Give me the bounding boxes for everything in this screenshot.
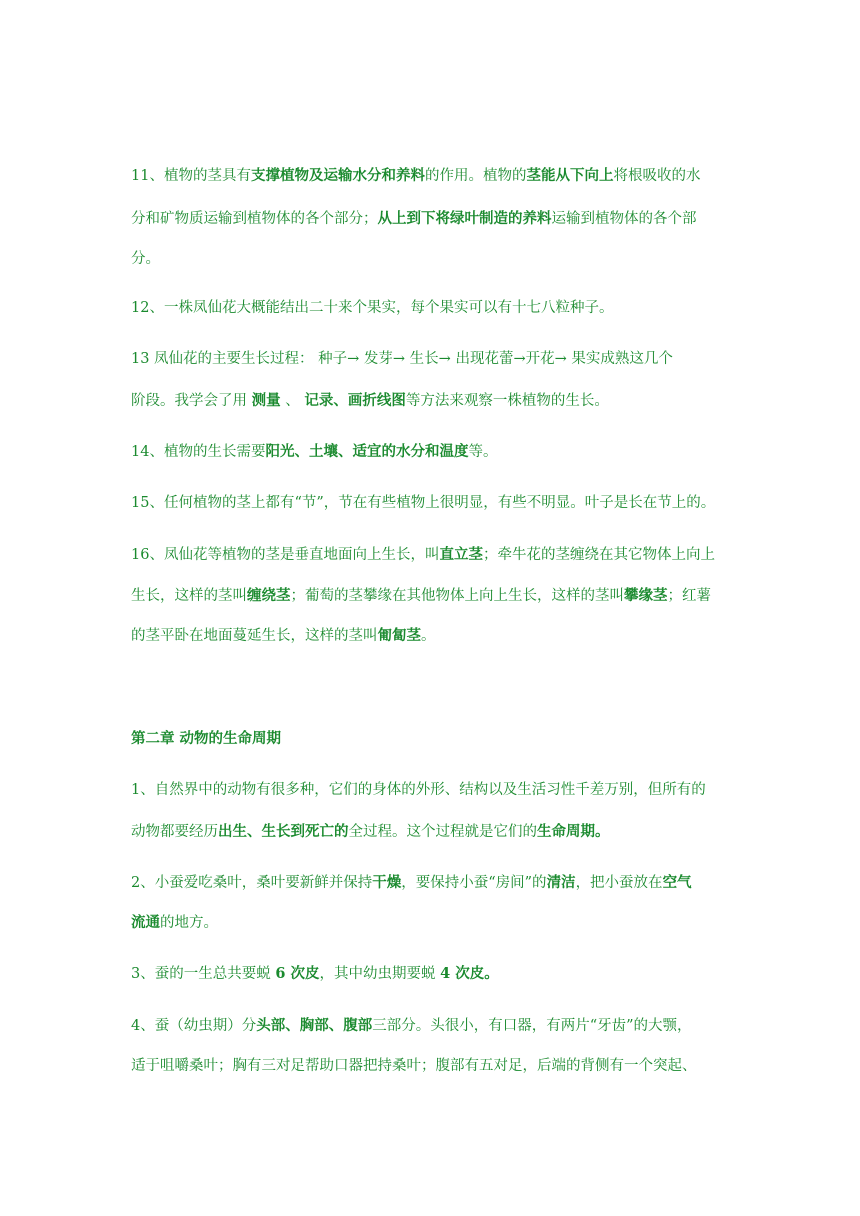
text-run: 1、自然界中的动物有很多种，它们的身体的外形、结构以及生活习性千差万别，但所有的 <box>131 782 706 798</box>
text-run: 适于咀嚼桑叶；胸有三对足帮助口器把持桑叶；腹部有五对足，后端的背侧有一个突起、 <box>131 1058 697 1074</box>
paragraph-line <box>131 780 741 800</box>
bold-text: 阳光、土壤、适宜的水分和温度 <box>265 443 469 460</box>
bold-text: 4 次皮。 <box>440 965 499 982</box>
paragraph-line <box>131 391 741 411</box>
text-run: 。 <box>421 628 436 644</box>
paragraph-line <box>131 545 741 565</box>
chapter-heading <box>131 729 741 749</box>
bold-text: 出生、生长到死亡的 <box>218 823 349 840</box>
text-run: 15、任何植物的茎上都有“节”，节在有些植物上很明显，有些不明显。叶子是长在节上的。 <box>131 495 716 511</box>
paragraph-line <box>131 249 741 269</box>
text-run: 全过程。这个过程就是它们的 <box>348 824 537 840</box>
bold-text: 支撑植物及运输水分和养料 <box>250 167 425 184</box>
text-run: ；红薯 <box>667 588 711 604</box>
text-run: 4、蚕（幼虫期）分 <box>131 1018 257 1034</box>
paragraph-line <box>131 586 741 606</box>
text-run: 分。 <box>131 251 160 267</box>
paragraph-line <box>131 822 741 842</box>
text-run: 2、小蚕爱吃桑叶，桑叶要新鲜并保持 <box>131 875 373 891</box>
bold-text: 缠绕茎 <box>247 587 291 604</box>
text-run: 动物都要经历 <box>131 824 218 840</box>
bold-text: 头部、胸部、腹部 <box>256 1017 373 1034</box>
bold-text: 生命周期。 <box>537 823 610 840</box>
paragraph-line <box>131 209 741 229</box>
paragraph-line <box>131 964 741 984</box>
text-run: 的地方。 <box>160 915 218 931</box>
bold-text: 第二章 动物的生命周期 <box>131 730 282 747</box>
paragraph-line <box>131 1016 741 1036</box>
text-run: 等。 <box>468 444 498 460</box>
text-run: 的茎平卧在地面蔓延生长，这样的茎叫 <box>131 628 378 644</box>
bold-text: 空气 <box>662 874 692 891</box>
paragraph-line <box>131 298 741 318</box>
paragraph-line <box>131 442 741 462</box>
text-run: 生长，这样的茎叫 <box>131 588 247 604</box>
text-run: 分和矿物质运输到植物体的各个部分； <box>131 211 378 227</box>
text-run: 三部分。头很小，有口器，有两片“牙齿”的大颚， <box>372 1018 692 1034</box>
text-run: ，其中幼虫期要蜕 <box>319 966 441 982</box>
bold-text: 流通 <box>131 914 160 931</box>
paragraph-line <box>131 1056 741 1076</box>
bold-text: 测量 <box>251 392 281 409</box>
bold-text: 茎能从下向上 <box>526 167 614 184</box>
text-run: 、 <box>280 393 305 409</box>
text-run: ；葡萄的茎攀缘在其他物体上向上生长，这样的茎叫 <box>290 588 624 604</box>
paragraph-line <box>131 493 741 513</box>
text-run: 等方法来观察一株植物的生长。 <box>405 393 609 409</box>
text-run: 12、一株凤仙花大概能结出二十来个果实，每个果实可以有十七八粒种子。 <box>131 300 614 316</box>
bold-text: 清洁 <box>546 874 576 891</box>
text-run: ，把小蚕放在 <box>575 875 663 891</box>
text-run: 13 凤仙花的主要生长过程： 种子→ 发芽→ 生长→ 出现花蕾→开花→ 果实成熟这几个 <box>131 351 673 367</box>
text-run: 14、植物的生长需要 <box>131 444 266 460</box>
bold-text: 6 次皮 <box>275 965 320 982</box>
text-run: 阶段。我学会了用 <box>131 393 252 409</box>
bold-text: 干燥 <box>372 874 402 891</box>
text-run: 16、凤仙花等植物的茎是垂直地面向上生长，叫 <box>131 547 440 563</box>
paragraph-line <box>131 349 741 369</box>
paragraph-line <box>131 166 741 186</box>
bold-text: 记录、画折线图 <box>304 392 406 409</box>
bold-text: 直立茎 <box>439 546 483 563</box>
paragraph-line <box>131 913 741 933</box>
text-run: 将根吸收的水 <box>613 168 701 184</box>
paragraph-line <box>131 626 741 646</box>
text-run: 的作用。植物的 <box>424 168 527 184</box>
text-run: 3、蚕的一生总共要蜕 <box>131 966 276 982</box>
text-run: ，要保持小蚕“房间”的 <box>401 875 547 891</box>
bold-text: 匍匐茎 <box>377 627 421 644</box>
bold-text: 攀缘茎 <box>624 587 668 604</box>
paragraph-line <box>131 873 741 893</box>
bold-text: 从上到下将绿叶制造的养料 <box>377 210 552 227</box>
text-run: 11、植物的茎具有 <box>131 168 251 184</box>
text-run: 运输到植物体的各个部 <box>551 211 697 227</box>
text-run: ；牵牛花的茎缠绕在其它物体上向上 <box>482 547 715 563</box>
